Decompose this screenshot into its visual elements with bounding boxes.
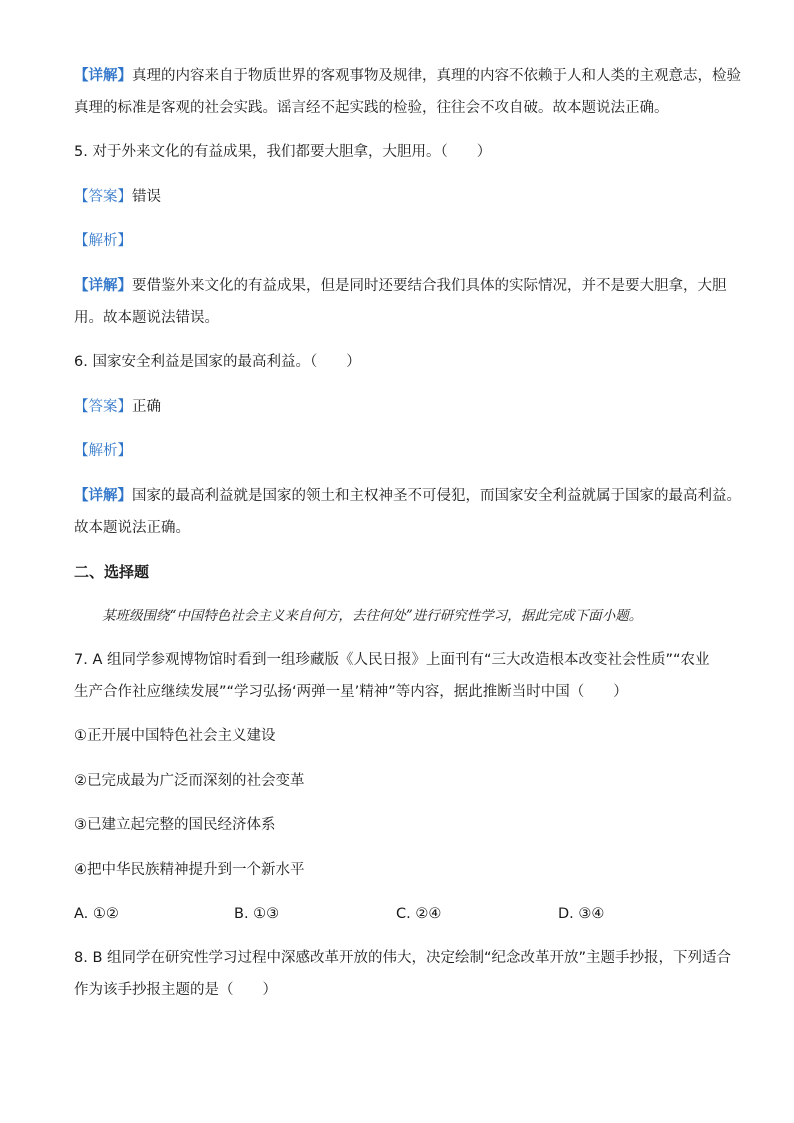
- q4-detail-line2: 真理的标准是客观的社会实践。谣言经不起实践的检验，往往会不攻自破。故本题说法正确。: [74, 100, 669, 116]
- q7-item-1: ①正开展中国特色社会主义建设: [74, 728, 276, 744]
- q7-item-3: ③已建立起完整的国民经济体系: [74, 817, 276, 833]
- q6-analysis: [74, 441, 754, 461]
- analysis-tag: 【解析】: [74, 233, 132, 249]
- q6-question: 6. 国家安全利益是国家的最高利益。（ ）: [74, 354, 361, 370]
- answer-text: 正确: [132, 399, 161, 415]
- q7-option-a: A. ①②: [74, 906, 119, 922]
- material-intro: 某班级围绕“中国特色社会主义来自何方，去往何处”进行研究性学习，据此完成下面小题。: [102, 608, 643, 624]
- detail-text: 国家的最高利益就是国家的领土和主权神圣不可侵犯，而国家安全利益就属于国家的最高利益。: [132, 488, 741, 504]
- detail-text: 真理的内容来自于物质世界的客观事物及规律，真理的内容不依赖于人和人类的主观意志，检验: [132, 68, 741, 84]
- q7-option-b: B. ①③: [234, 906, 280, 922]
- q8-line2: 作为该手抄报主题的是（ ）: [74, 982, 277, 998]
- q5-detail-line1: [74, 276, 754, 296]
- q8-line1: 8. B 组同学在研究性学习过程中深感改革开放的伟大，决定绘制“纪念改革开放”主题手抄报，下列适合: [74, 950, 732, 966]
- answer-text: 错误: [132, 189, 161, 205]
- q7-line2: 生产合作社应继续发展”“学习弘扬‘两弹一星’精神”等内容，据此推断当时中国（ ）: [74, 684, 628, 700]
- q6-answer: [74, 397, 754, 417]
- q7-option-c: C. ②④: [396, 906, 442, 922]
- detail-text: 要借鉴外来文化的有益成果，但是同时还要结合我们具体的实际情况，并不是要大胆拿，大胆: [132, 278, 727, 294]
- q6-detail-line1: [74, 486, 754, 506]
- q7-line1: 7. A 组同学参观博物馆时看到一组珍藏版《人民日报》上面刊有“三大改造根本改变社会性质”“农业: [74, 652, 710, 668]
- analysis-tag: 【解析】: [74, 443, 132, 459]
- q5-answer: [74, 187, 754, 207]
- answer-tag: 【答案】: [74, 399, 132, 415]
- q7-item-4: ④把中华民族精神提升到一个新水平: [74, 862, 305, 878]
- detail-tag: 【详解】: [74, 278, 132, 294]
- q7-option-d: D. ③④: [558, 906, 605, 922]
- q5-question: 5. 对于外来文化的有益成果，我们都要大胆拿，大胆用。（ ）: [74, 144, 492, 160]
- detail-tag: 【详解】: [74, 68, 132, 84]
- section-title: 二、选择题: [74, 563, 150, 581]
- q6-detail-line2: 故本题说法正确。: [74, 520, 190, 536]
- q5-analysis: [74, 231, 754, 251]
- answer-tag: 【答案】: [74, 189, 132, 205]
- q5-detail-line2: 用。故本题说法错误。: [74, 310, 219, 326]
- q4-detail-line1: [74, 66, 754, 86]
- detail-tag: 【详解】: [74, 488, 132, 504]
- q7-item-2: ②已完成最为广泛而深刻的社会变革: [74, 773, 305, 789]
